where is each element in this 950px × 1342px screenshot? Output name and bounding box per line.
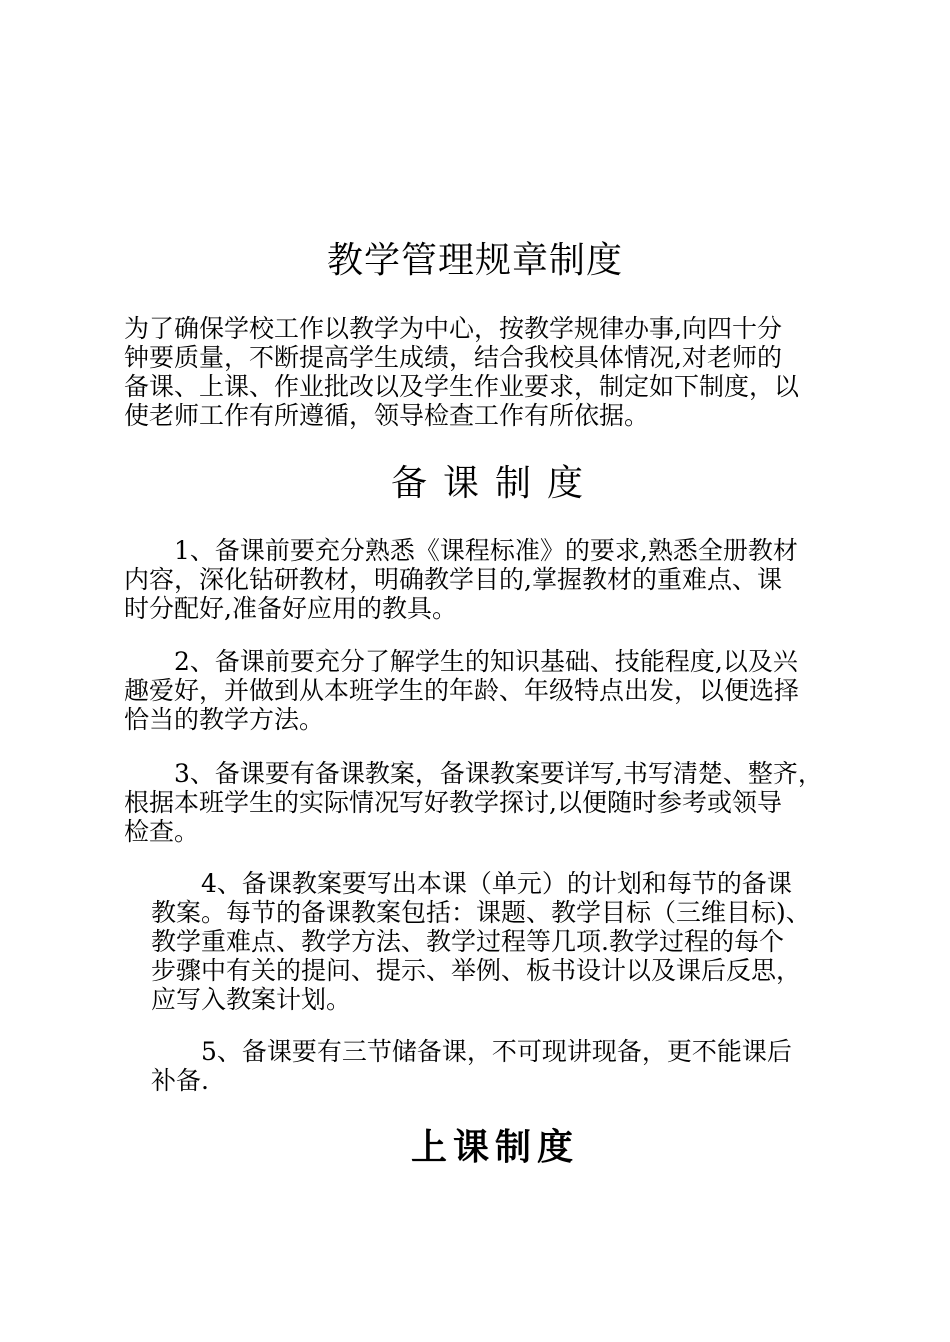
lesson-prep-item-5: 5、备课要有三节储备课，不可现讲现备，更不能课后 补备. [151, 1037, 792, 1095]
lesson-prep-item-2: 2、备课前要充分了解学生的知识基础、技能程度,以及兴 趣爱好，并做到从本班学生的年龄、年级特点出发，以便选择 恰当的教学方法。 [124, 647, 800, 734]
lesson-prep-item-1: 1、备课前要充分熟悉《课程标准》的要求,熟悉全册教材 内容，深化钻研教材，明确教学目的,掌握教材的重难点、课 时分配好,准备好应用的教具。 [124, 536, 798, 623]
section-heading-class: 上课制度 [410, 1126, 579, 1168]
lesson-prep-item-4: 4、备课教案要写出本课（单元）的计划和每节的备课 教案。每节的备课教案包括：课题、教学目标（三维目标)、 教学重难点、教学方法、教学过程等几项.教学过程的每个 步骤中有关的提问、提示、举例、板书设计以及课后反思， 应写入教案计划。 [151, 869, 811, 1014]
document-title: 教学管理规章制度 [326, 240, 623, 281]
intro-paragraph: 为了确保学校工作以教学为中心，按教学规律办事,向四十分 钟要质量，不断提高学生成绩，结合我校具体情况,对老师的 备课、上课、作业批改以及学生作业要求，制定如下制度，以 使老师工作有所遵循，领导检查工作有所依据。 [124, 314, 800, 430]
section-heading-lesson-prep: 备课制度 [390, 463, 599, 504]
lesson-prep-item-3: 3、备课要有备课教案，备课教案要详写,书写清楚、整齐， 根据本班学生的实际情况写好教学探讨,以便随时参考或领导 检查。 [124, 759, 823, 846]
